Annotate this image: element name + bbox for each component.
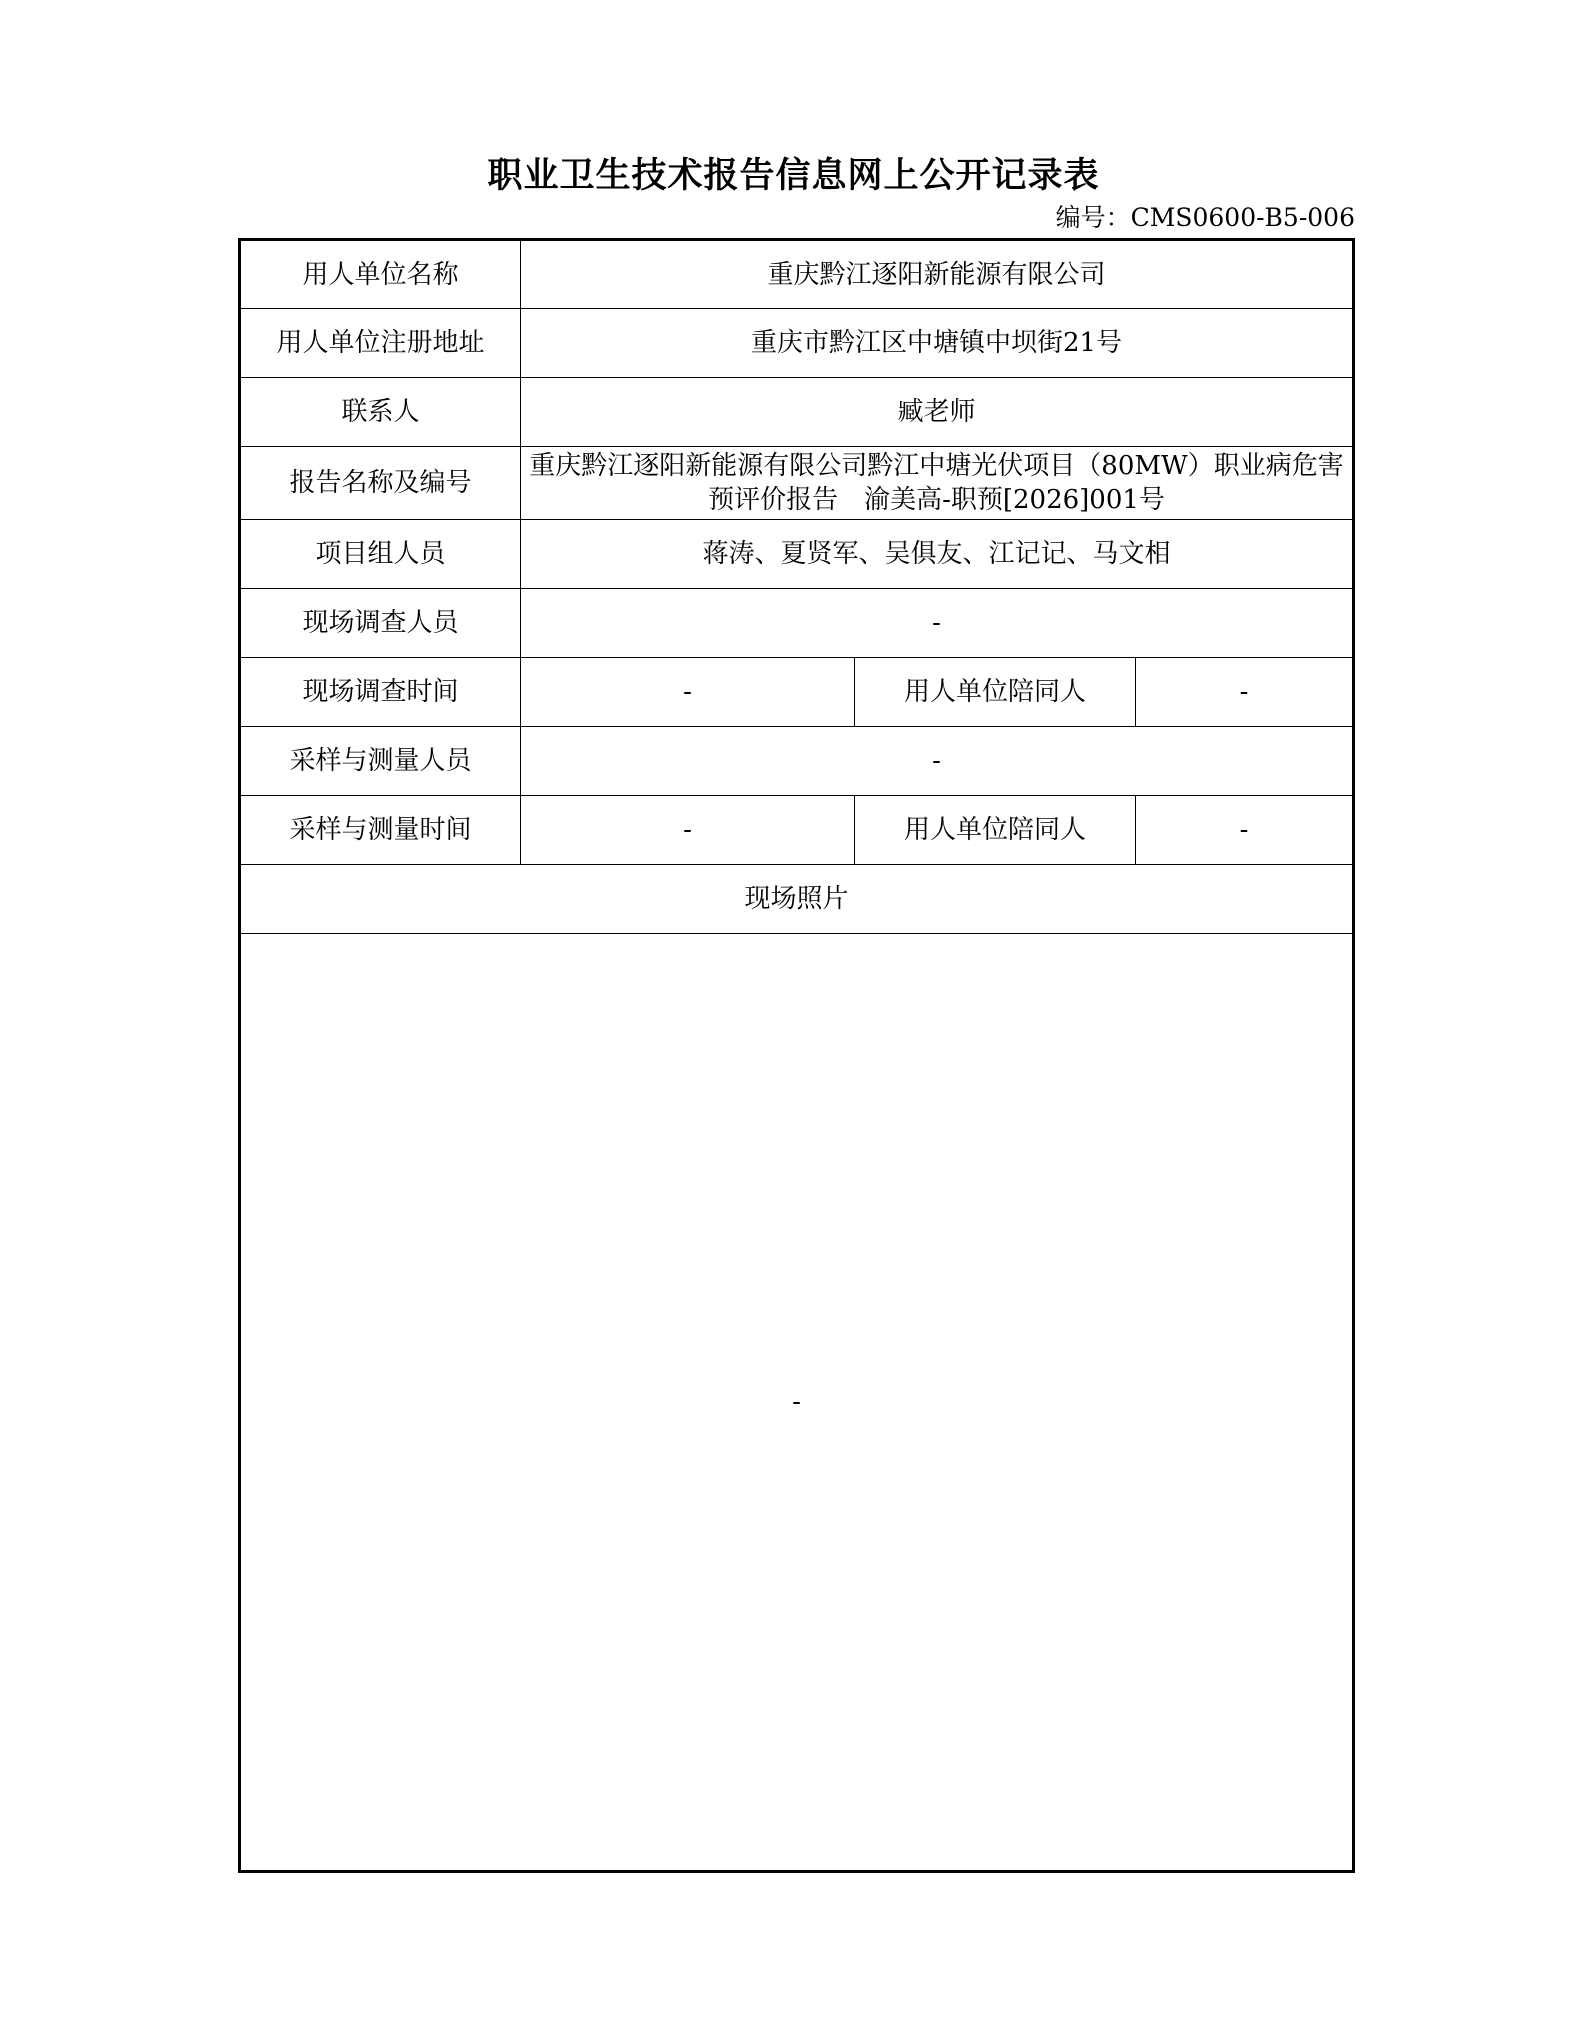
survey-staff-label: 现场调查人员 [240, 589, 521, 658]
report-value-line1: 重庆黔江逐阳新能源有限公司黔江中塘光伏项目（80MW）职业病危害 [529, 451, 1344, 481]
team-label: 项目组人员 [240, 520, 521, 589]
row-sampling-time [240, 796, 1354, 865]
report-label: 报告名称及编号 [240, 447, 521, 520]
employer-name-label: 用人单位名称 [240, 240, 521, 309]
contact-label: 联系人 [240, 378, 521, 447]
team-value: 蒋涛、夏贤军、吴俱友、江记记、马文相 [521, 520, 1354, 589]
report-value-line2: 预评价报告 渝美高-职预[2026]001号 [708, 485, 1165, 515]
row-survey-time [240, 658, 1354, 727]
row-registered-address [240, 309, 1354, 378]
registered-address-value: 重庆市黔江区中塘镇中坝街21号 [521, 309, 1354, 378]
document-number: 编号：CMS0600-B5-006 [1055, 203, 1355, 232]
employer-name-value: 重庆黔江逐阳新能源有限公司 [521, 240, 1354, 309]
sampling-escort-value: - [1136, 796, 1354, 865]
sampling-time-label: 采样与测量时间 [240, 796, 521, 865]
survey-time-value: - [521, 658, 855, 727]
survey-escort-label: 用人单位陪同人 [855, 658, 1136, 727]
photos-value: - [240, 934, 1354, 1872]
sampling-escort-label: 用人单位陪同人 [855, 796, 1136, 865]
report-value [521, 447, 1354, 520]
contact-value: 臧老师 [521, 378, 1354, 447]
sampling-time-value: - [521, 796, 855, 865]
sampling-staff-value: - [521, 727, 1354, 796]
row-contact [240, 378, 1354, 447]
page-title: 职业卫生技术报告信息网上公开记录表 [487, 155, 1100, 196]
survey-time-label: 现场调查时间 [240, 658, 521, 727]
photos-label: 现场照片 [240, 865, 1354, 934]
registered-address-label: 用人单位注册地址 [240, 309, 521, 378]
row-team [240, 520, 1354, 589]
record-table [238, 238, 1355, 1873]
row-photos [240, 934, 1354, 1872]
sampling-staff-label: 采样与测量人员 [240, 727, 521, 796]
row-report [240, 447, 1354, 520]
survey-staff-value: - [521, 589, 1354, 658]
survey-escort-value: - [1136, 658, 1354, 727]
row-survey-staff [240, 589, 1354, 658]
row-employer-name [240, 240, 1354, 309]
row-sampling-staff [240, 727, 1354, 796]
row-photos-header [240, 865, 1354, 934]
